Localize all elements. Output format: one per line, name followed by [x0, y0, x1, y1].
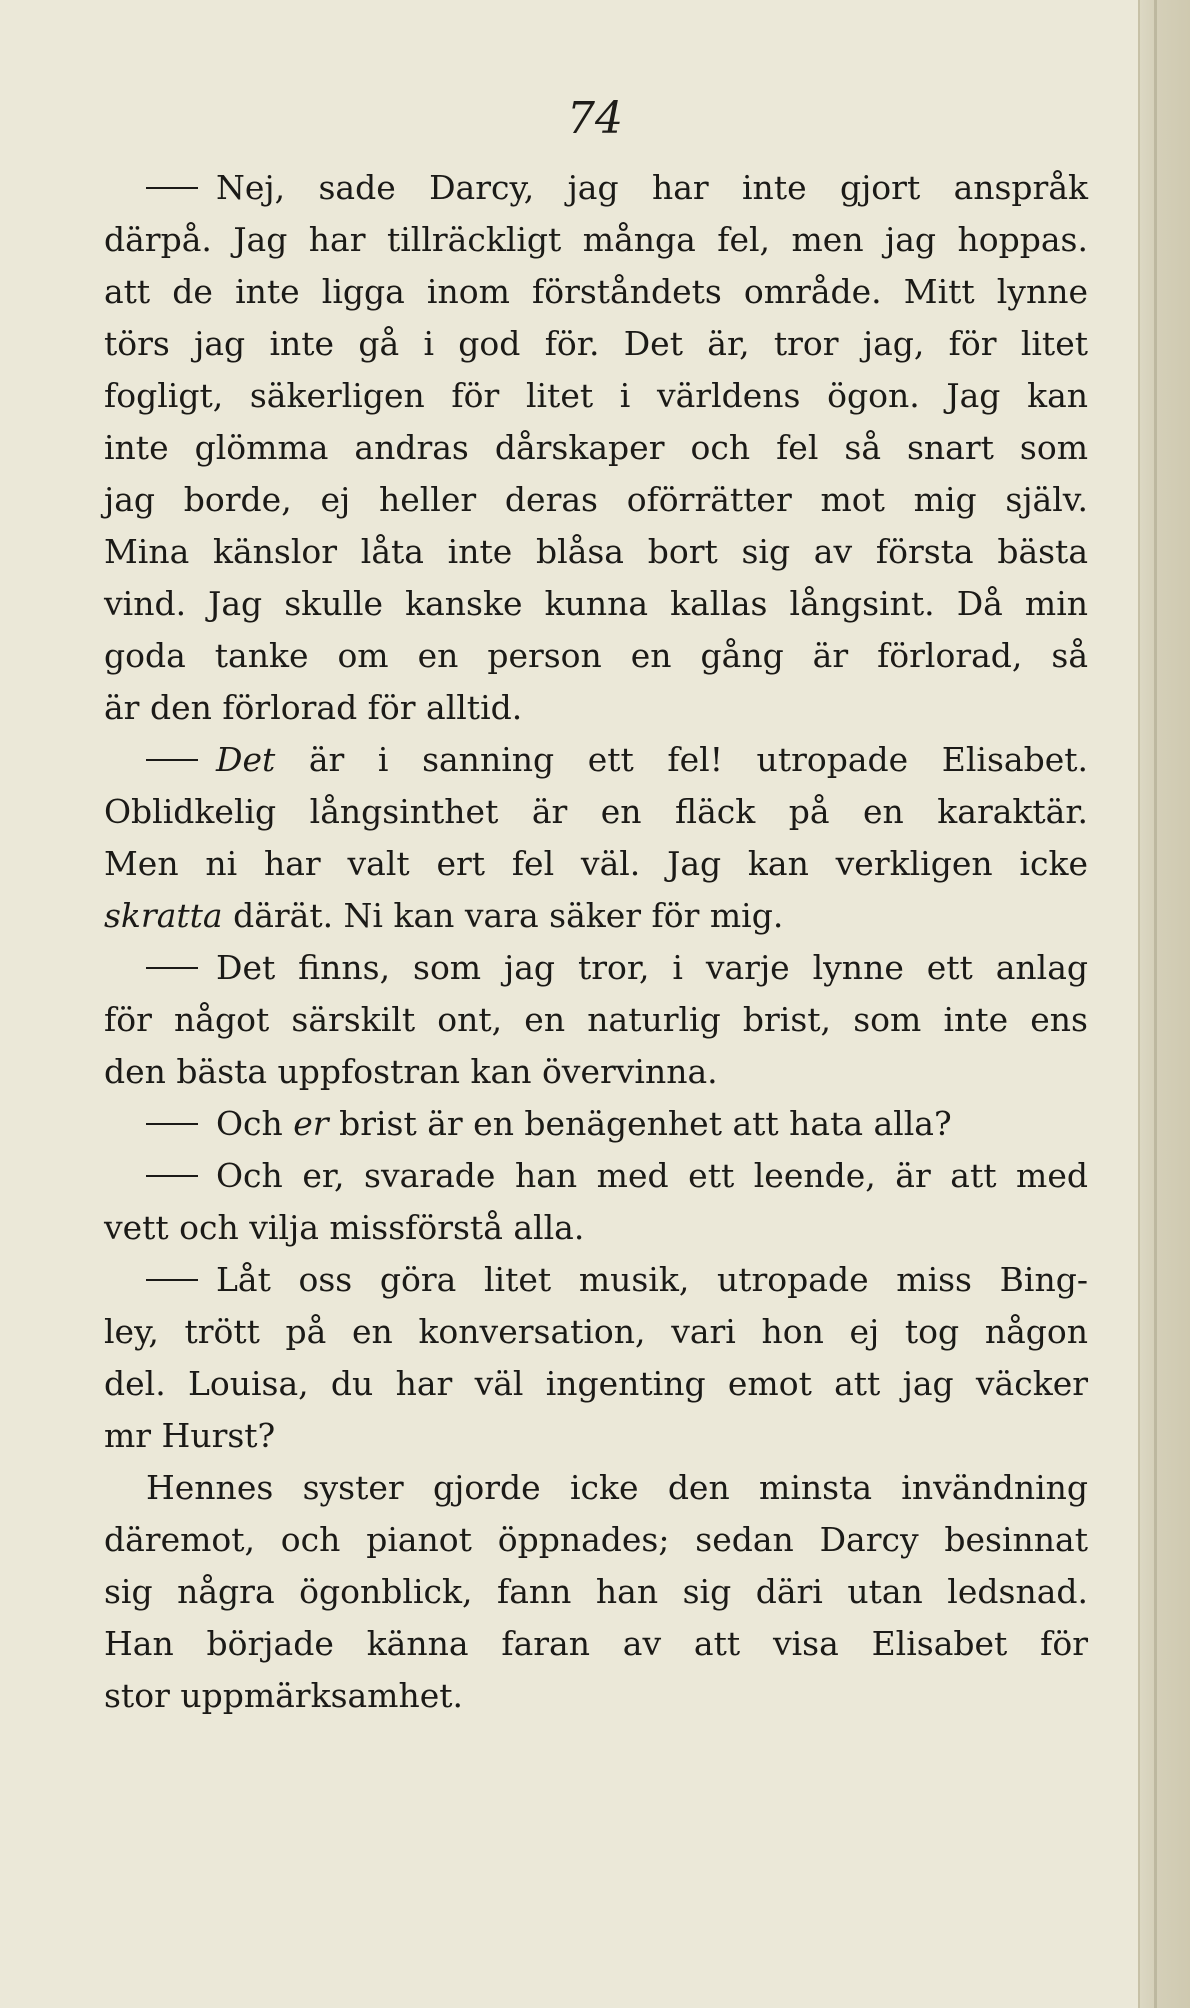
text-segment: Och	[216, 1104, 294, 1143]
text-segment: Oblidkelig långsinthet är en fläck på en karaktär.	[104, 792, 1088, 831]
text-segment: för något särskilt ont, en naturlig brist, som inte ens	[104, 1000, 1088, 1039]
page-edge	[1138, 0, 1190, 2008]
text-segment: Hennes syster gjorde icke den minsta invändning	[146, 1468, 1088, 1507]
text-line	[104, 1254, 1088, 1306]
text-line	[104, 1410, 1088, 1462]
italic-text: er	[293, 1104, 329, 1143]
text-segment: Mina känslor låta inte blåsa bort sig av första bästa	[104, 532, 1088, 571]
dialogue-dash	[146, 1123, 198, 1125]
italic-text: Det	[216, 740, 276, 779]
text-line	[104, 1462, 1088, 1514]
text-segment: del. Louisa, du har väl ingenting emot att jag väcker	[104, 1364, 1088, 1403]
text-segment: därpå. Jag har tillräckligt många fel, men jag hoppas.	[104, 220, 1088, 259]
dialogue-dash	[146, 1175, 198, 1177]
text-segment: Det finns, som jag tror, i varje lynne ett anlag	[216, 948, 1088, 987]
text-segment: vind. Jag skulle kanske kunna kallas långsint. Då min	[104, 584, 1088, 623]
text-line	[104, 1150, 1088, 1202]
text-segment: däremot, och pianot öppnades; sedan Darcy besinnat	[104, 1520, 1088, 1559]
text-segment: är den förlorad för alltid.	[104, 688, 523, 727]
body-text	[104, 162, 1088, 1722]
text-segment: vett och vilja missförstå alla.	[104, 1208, 585, 1247]
page-number: 74	[567, 93, 623, 144]
text-line	[104, 578, 1088, 630]
text-line	[104, 1670, 1088, 1722]
text-line	[104, 1306, 1088, 1358]
text-line	[104, 1098, 1088, 1150]
text-segment: är i sanning ett fel! utropade Elisabet.	[275, 740, 1088, 779]
dialogue-dash	[146, 759, 198, 761]
dialogue-dash	[146, 1279, 198, 1281]
text-segment: att de inte ligga inom förståndets område. Mitt lynne	[104, 272, 1088, 311]
text-segment: ley, trött på en konversation, vari hon ej tog någon	[104, 1312, 1088, 1351]
text-segment: Han började känna faran av att visa Elisabet för	[104, 1624, 1088, 1663]
text-line	[104, 214, 1088, 266]
text-segment: fogligt, säkerligen för litet i världens ögon. Jag kan	[104, 376, 1088, 415]
italic-text: skratta	[104, 896, 223, 935]
text-segment: brist är en benägenhet att hata alla?	[328, 1104, 952, 1143]
text-segment: Och er, svarade han med ett leende, är att med	[216, 1156, 1088, 1195]
dialogue-dash	[146, 967, 198, 969]
text-segment: Nej, sade Darcy, jag har inte gjort anspråk	[216, 168, 1088, 207]
text-line	[104, 422, 1088, 474]
text-segment: Låt oss göra litet musik, utropade miss Bing-	[216, 1260, 1088, 1299]
text-line	[104, 682, 1088, 734]
text-segment: Men ni har valt ert fel väl. Jag kan verkligen icke	[104, 844, 1088, 883]
text-line	[104, 734, 1088, 786]
dialogue-dash	[146, 187, 198, 189]
text-line	[104, 838, 1088, 890]
text-line	[104, 890, 1088, 942]
text-line	[104, 526, 1088, 578]
text-segment: mr Hurst?	[104, 1416, 276, 1455]
text-line	[104, 1514, 1088, 1566]
text-segment: sig några ögonblick, fann han sig däri utan ledsnad.	[104, 1572, 1088, 1611]
text-segment: törs jag inte gå i god för. Det är, tror jag, för litet	[104, 324, 1088, 363]
text-line	[104, 1566, 1088, 1618]
text-segment: inte glömma andras dårskaper och fel så snart som	[104, 428, 1088, 467]
text-line	[104, 474, 1088, 526]
text-line	[104, 1046, 1088, 1098]
text-segment: den bästa uppfostran kan övervinna.	[104, 1052, 718, 1091]
text-line	[104, 630, 1088, 682]
text-line	[104, 162, 1088, 214]
text-line	[104, 266, 1088, 318]
text-segment: jag borde, ej heller deras oförrätter mot mig själv.	[104, 480, 1088, 519]
text-line	[104, 786, 1088, 838]
text-line	[104, 1618, 1088, 1670]
text-segment: därät. Ni kan vara säker för mig.	[222, 896, 784, 935]
text-line	[104, 318, 1088, 370]
text-segment: goda tanke om en person en gång är förlorad, så	[104, 636, 1088, 675]
text-line	[104, 1358, 1088, 1410]
text-segment: stor uppmärksamhet.	[104, 1676, 464, 1715]
text-line	[104, 942, 1088, 994]
text-line	[104, 994, 1088, 1046]
text-line	[104, 1202, 1088, 1254]
text-line	[104, 370, 1088, 422]
